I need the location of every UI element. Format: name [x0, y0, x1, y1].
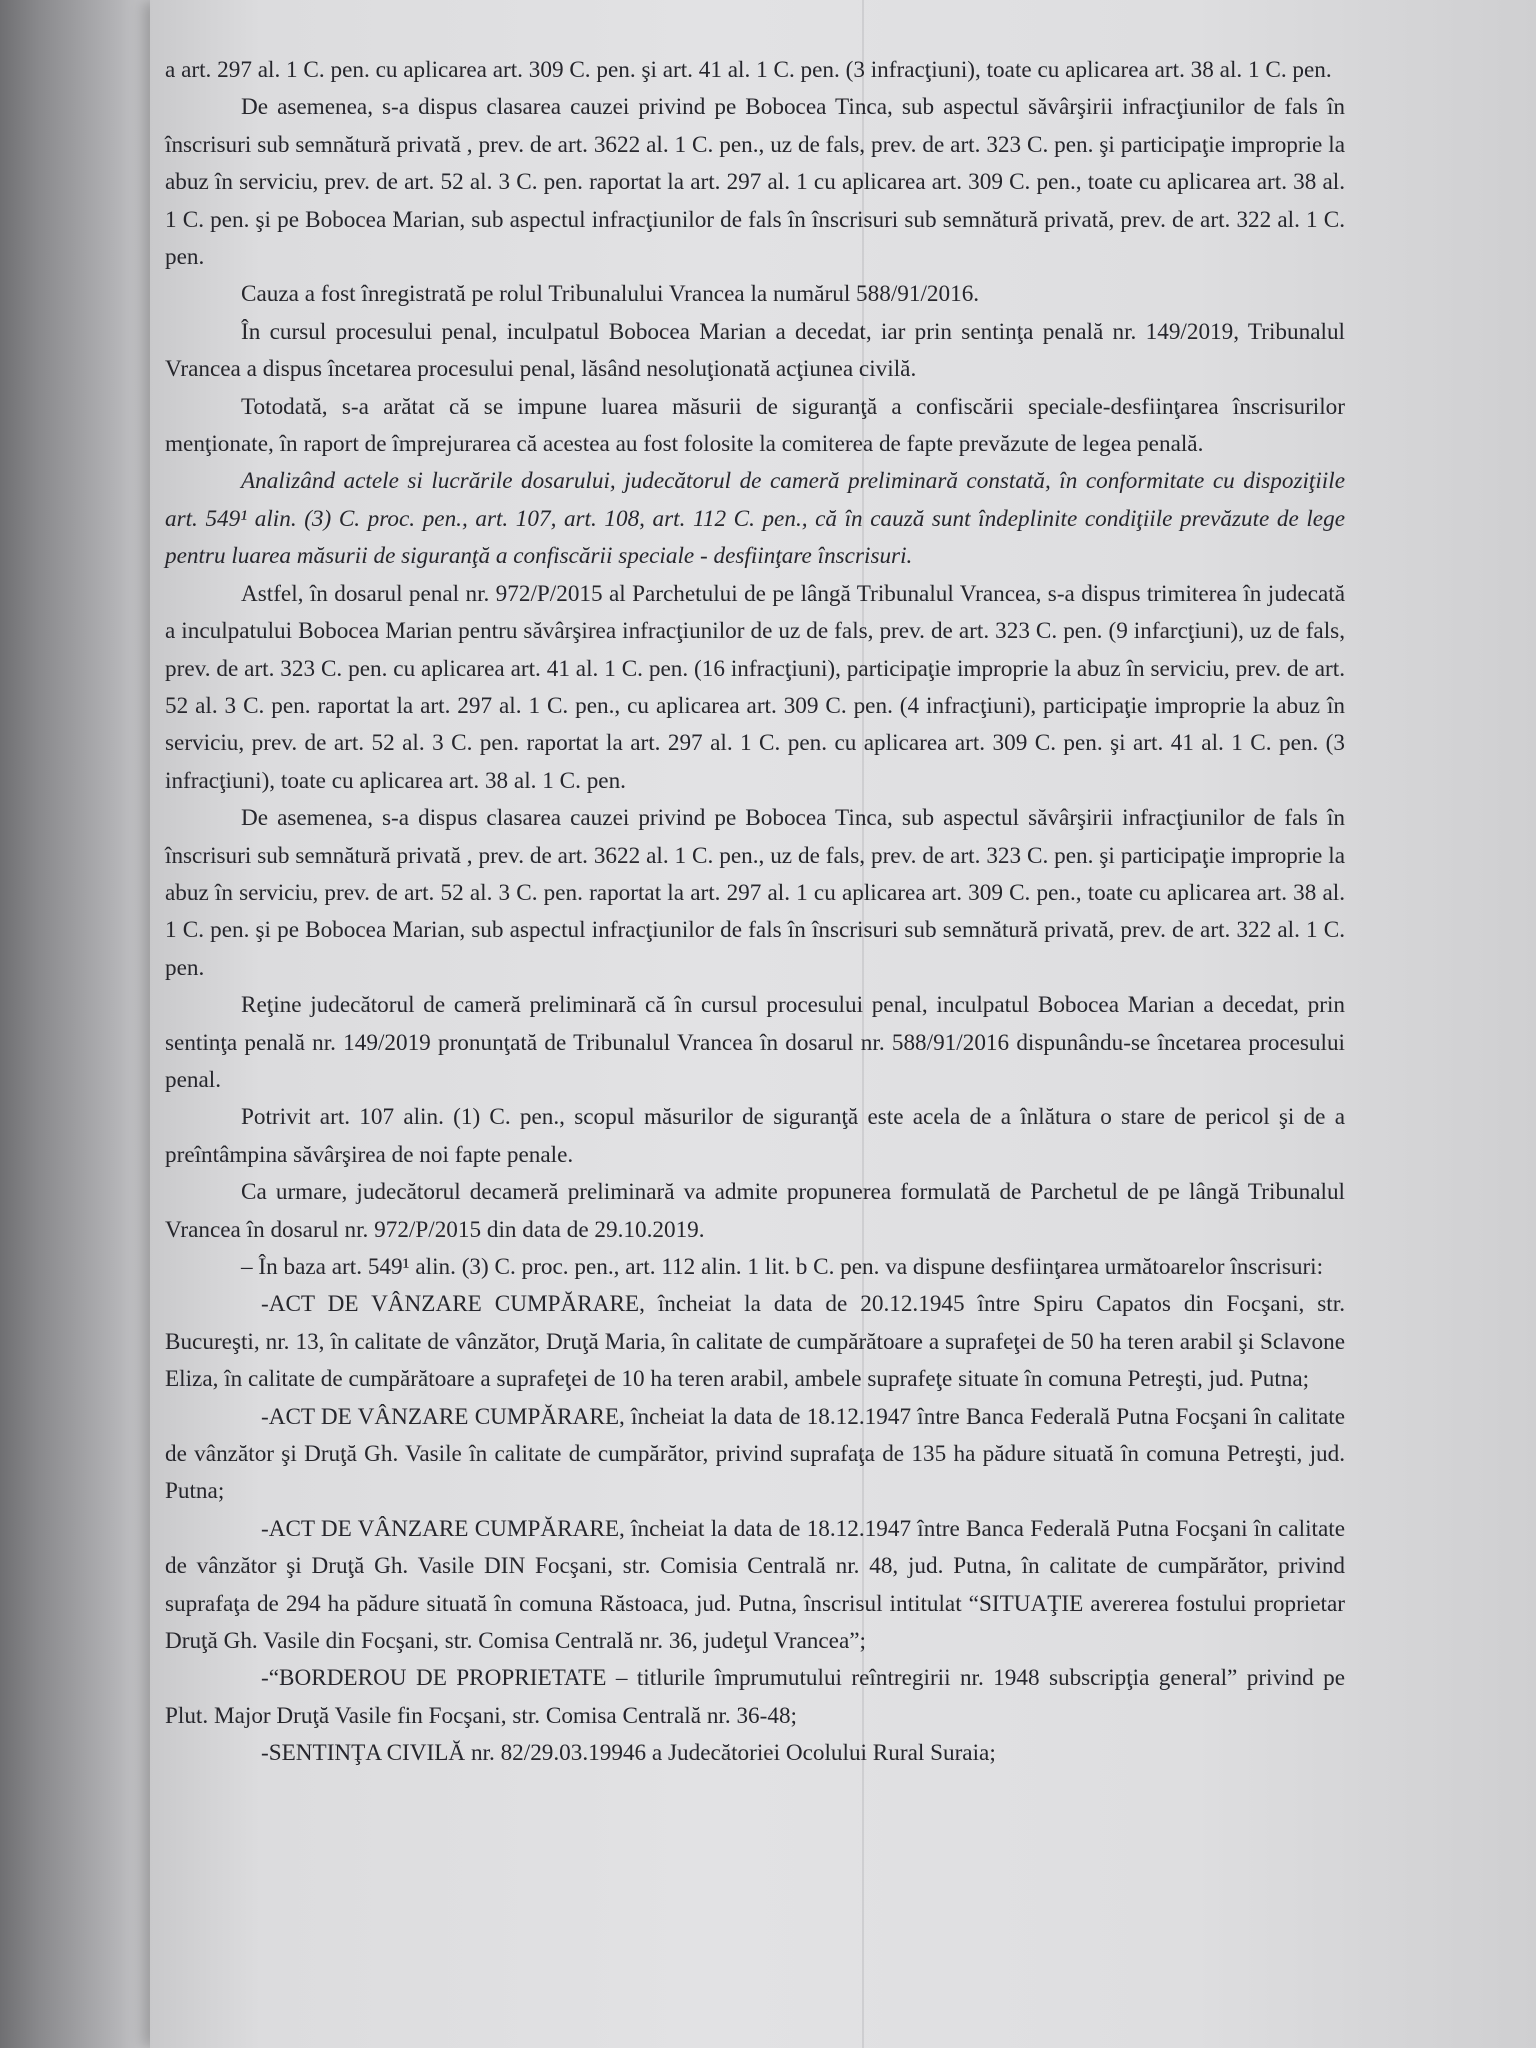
- paragraph-11: Ca urmare, judecătorul decameră preliminară va admite propunerea formulată de Parchetul de pe lângă Tribunalul Vrancea în dosarul nr. 972/P/2015 din data de 29.10.2019.: [165, 1179, 1345, 1243]
- paragraph-8: De asemenea, s-a dispus clasarea cauzei privind pe Bobocea Tinca, sub aspectul săvârşirii infracţiunilor de fals în înscrisuri sub semnătură privată , prev. de art. 3622 al. 1 C. pen., uz de fals, prev. de art. 323 C. pen. şi participaţie improprie la abuz în serviciu, prev. de art. 52 al. 3 C. pen. raportat la art. 297 al. 1 cu aplicarea art. 309 C. pen., toate cu aplicarea art. 38 al. 1 C. pen. şi pe Bobocea Marian, sub aspectul infracţiunilor de fals în înscrisuri sub semnătură privată, prev. de art. 322 al. 1 C. pen.: [165, 805, 1345, 981]
- paragraph-9: Reţine judecătorul de cameră preliminară că în cursul procesului penal, inculpatul Bobocea Marian a decedat, prin sentinţa penală nr. 149/2019 pronunţată de Tribunalul Vrancea în dosarul nr. 588/91/2016 dispunându-se încetarea procesului penal.: [165, 992, 1345, 1093]
- list-item-act-1: -ACT DE VÂNZARE CUMPĂRARE, încheiat la data de 20.12.1945 între Spiru Capatos din Focşani, str. Bucureşti, nr. 13, în calitate de vânzător, Druţă Maria, în calitate de cumpărătoare a suprafeţei de 50 ha teren arabil şi Sclavone Eliza, în calitate de cumpărătoare a suprafeţei de 10 ha teren arabil, ambele suprafeţe situate în comuna Petreşti, jud. Putna;: [165, 1291, 1345, 1393]
- paragraph-10: Potrivit art. 107 alin. (1) C. pen., scopul măsurilor de siguranţă este acela de a înlătura o stare de pericol şi de a preîntâmpina săvârşirea de noi fapte penale.: [165, 1104, 1345, 1168]
- list-item-borderou: -“BORDEROU DE PROPRIETATE – titlurile împrumutului reîntregirii nr. 1948 subscripţia general” privind pe Plut. Major Druţă Vasile fin Focşani, str. Comisa Centrală nr. 36-48;: [165, 1665, 1345, 1729]
- document-body: [165, 52, 1345, 1773]
- list-item-act-3: -ACT DE VÂNZARE CUMPĂRARE, încheiat la data de 18.12.1947 între Banca Federală Putna Focşani în calitate de vânzător şi Druţă Gh. Vasile DIN Focşani, str. Comisia Centrală nr. 48, jud. Putna, în calitate de cumpărător, privind suprafaţa de 294 ha pădure situată în comuna Răstoaca, jud. Putna, înscrisul intitulat “SITUAŢIE avererea fostului proprietar Druţă Gh. Vasile din Focşani, str. Comisa Centrală nr. 36, judeţul Vrancea”;: [165, 1515, 1345, 1655]
- paragraph-6: Analizând actele si lucrările dosarului, judecătorul de cameră preliminară constată, în conformitate cu dispoziţiile art. 549¹ alin. (3) C. proc. pen., art. 107, art. 108, art. 112 C. pen., că în cauză sunt îndeplinite condiţiile prevăzute de lege pentru luarea măsurii de siguranţă a confiscării speciale - desfiinţare înscrisuri.: [165, 468, 1345, 570]
- paragraph-4: În cursul procesului penal, inculpatul Bobocea Marian a decedat, iar prin sentinţa penală nr. 149/2019, Tribunalul Vrancea a dispus încetarea procesului penal, lăsând nesoluţionată acţiunea civilă.: [165, 318, 1345, 383]
- paragraph-12: – În baza art. 549¹ alin. (3) C. proc. pen., art. 112 alin. 1 lit. b C. pen. va dispune desfiinţarea următoarelor înscrisuri:: [241, 1254, 1324, 1280]
- list-item-sentinta: -SENTINŢA CIVILĂ nr. 82/29.03.19946 a Judecătoriei Ocolului Rural Suraia;: [261, 1740, 996, 1767]
- list-item-act-2: -ACT DE VÂNZARE CUMPĂRARE, încheiat la data de 18.12.1947 între Banca Federală Putna Focşani în calitate de vânzător şi Druţă Gh. Vasile în calitate de cumpărător, privind suprafaţa de 135 ha pădure situată în comuna Petreşti, jud. Putna;: [165, 1403, 1345, 1505]
- paragraph-5: Totodată, s-a arătat că se impune luarea măsurii de siguranţă a confiscării speciale-desfiinţarea înscrisurilor menţionate, în raport de împrejurarea că acestea au fost folosite la comiterea de fapte prevăzute de legea penală.: [165, 393, 1345, 458]
- paragraph-7: Astfel, în dosarul penal nr. 972/P/2015 al Parchetului de pe lângă Tribunalul Vrancea, s-a dispus trimiterea în judecată a inculpatului Bobocea Marian pentru săvârşirea infracţiunilor de uz de fals, prev. de art. 323 C. pen. (9 infarcţiuni), uz de fals, prev. de art. 323 C. pen. cu aplicarea art. 41 al. 1 C. pen. (16 infracţiuni), participaţie improprie la abuz în serviciu, prev. de art. 52 al. 3 C. pen. raportat la art. 297 al. 1 C. pen., cu aplicarea art. 309 C. pen. (4 infracţiuni), participaţie improprie la abuz în serviciu, prev. de art. 52 al. 3 C. pen. raportat la art. 297 al. 1 C. pen. cu aplicarea art. 309 C. pen. şi art. 41 al. 1 C. pen. (3 infracţiuni), toate cu aplicarea art. 38 al. 1 C. pen.: [165, 580, 1345, 794]
- paragraph-3: Cauza a fost înregistrată pe rolul Tribunalului Vrancea la numărul 588/91/2016.: [241, 281, 980, 308]
- paragraph-1: a art. 297 al. 1 C. pen. cu aplicarea art. 309 C. pen. şi art. 41 al. 1 C. pen. (3 infracţiuni), toate cu aplicarea art. 38 al. 1 C. pen.: [165, 57, 1332, 83]
- paragraph-2: De asemenea, s-a dispus clasarea cauzei privind pe Bobocea Tinca, sub aspectul săvârşirii infracţiunilor de fals în înscrisuri sub semnătură privată , prev. de art. 3622 al. 1 C. pen., uz de fals, prev. de art. 323 C. pen. şi participaţie improprie la abuz în serviciu, prev. de art. 52 al. 3 C. pen. raportat la art. 297 al. 1 cu aplicarea art. 309 C. pen., toate cu aplicarea art. 38 al. 1 C. pen. şi pe Bobocea Marian, sub aspectul infracţiunilor de fals în înscrisuri sub semnătură privată, prev. de art. 322 al. 1 C. pen.: [165, 94, 1345, 271]
